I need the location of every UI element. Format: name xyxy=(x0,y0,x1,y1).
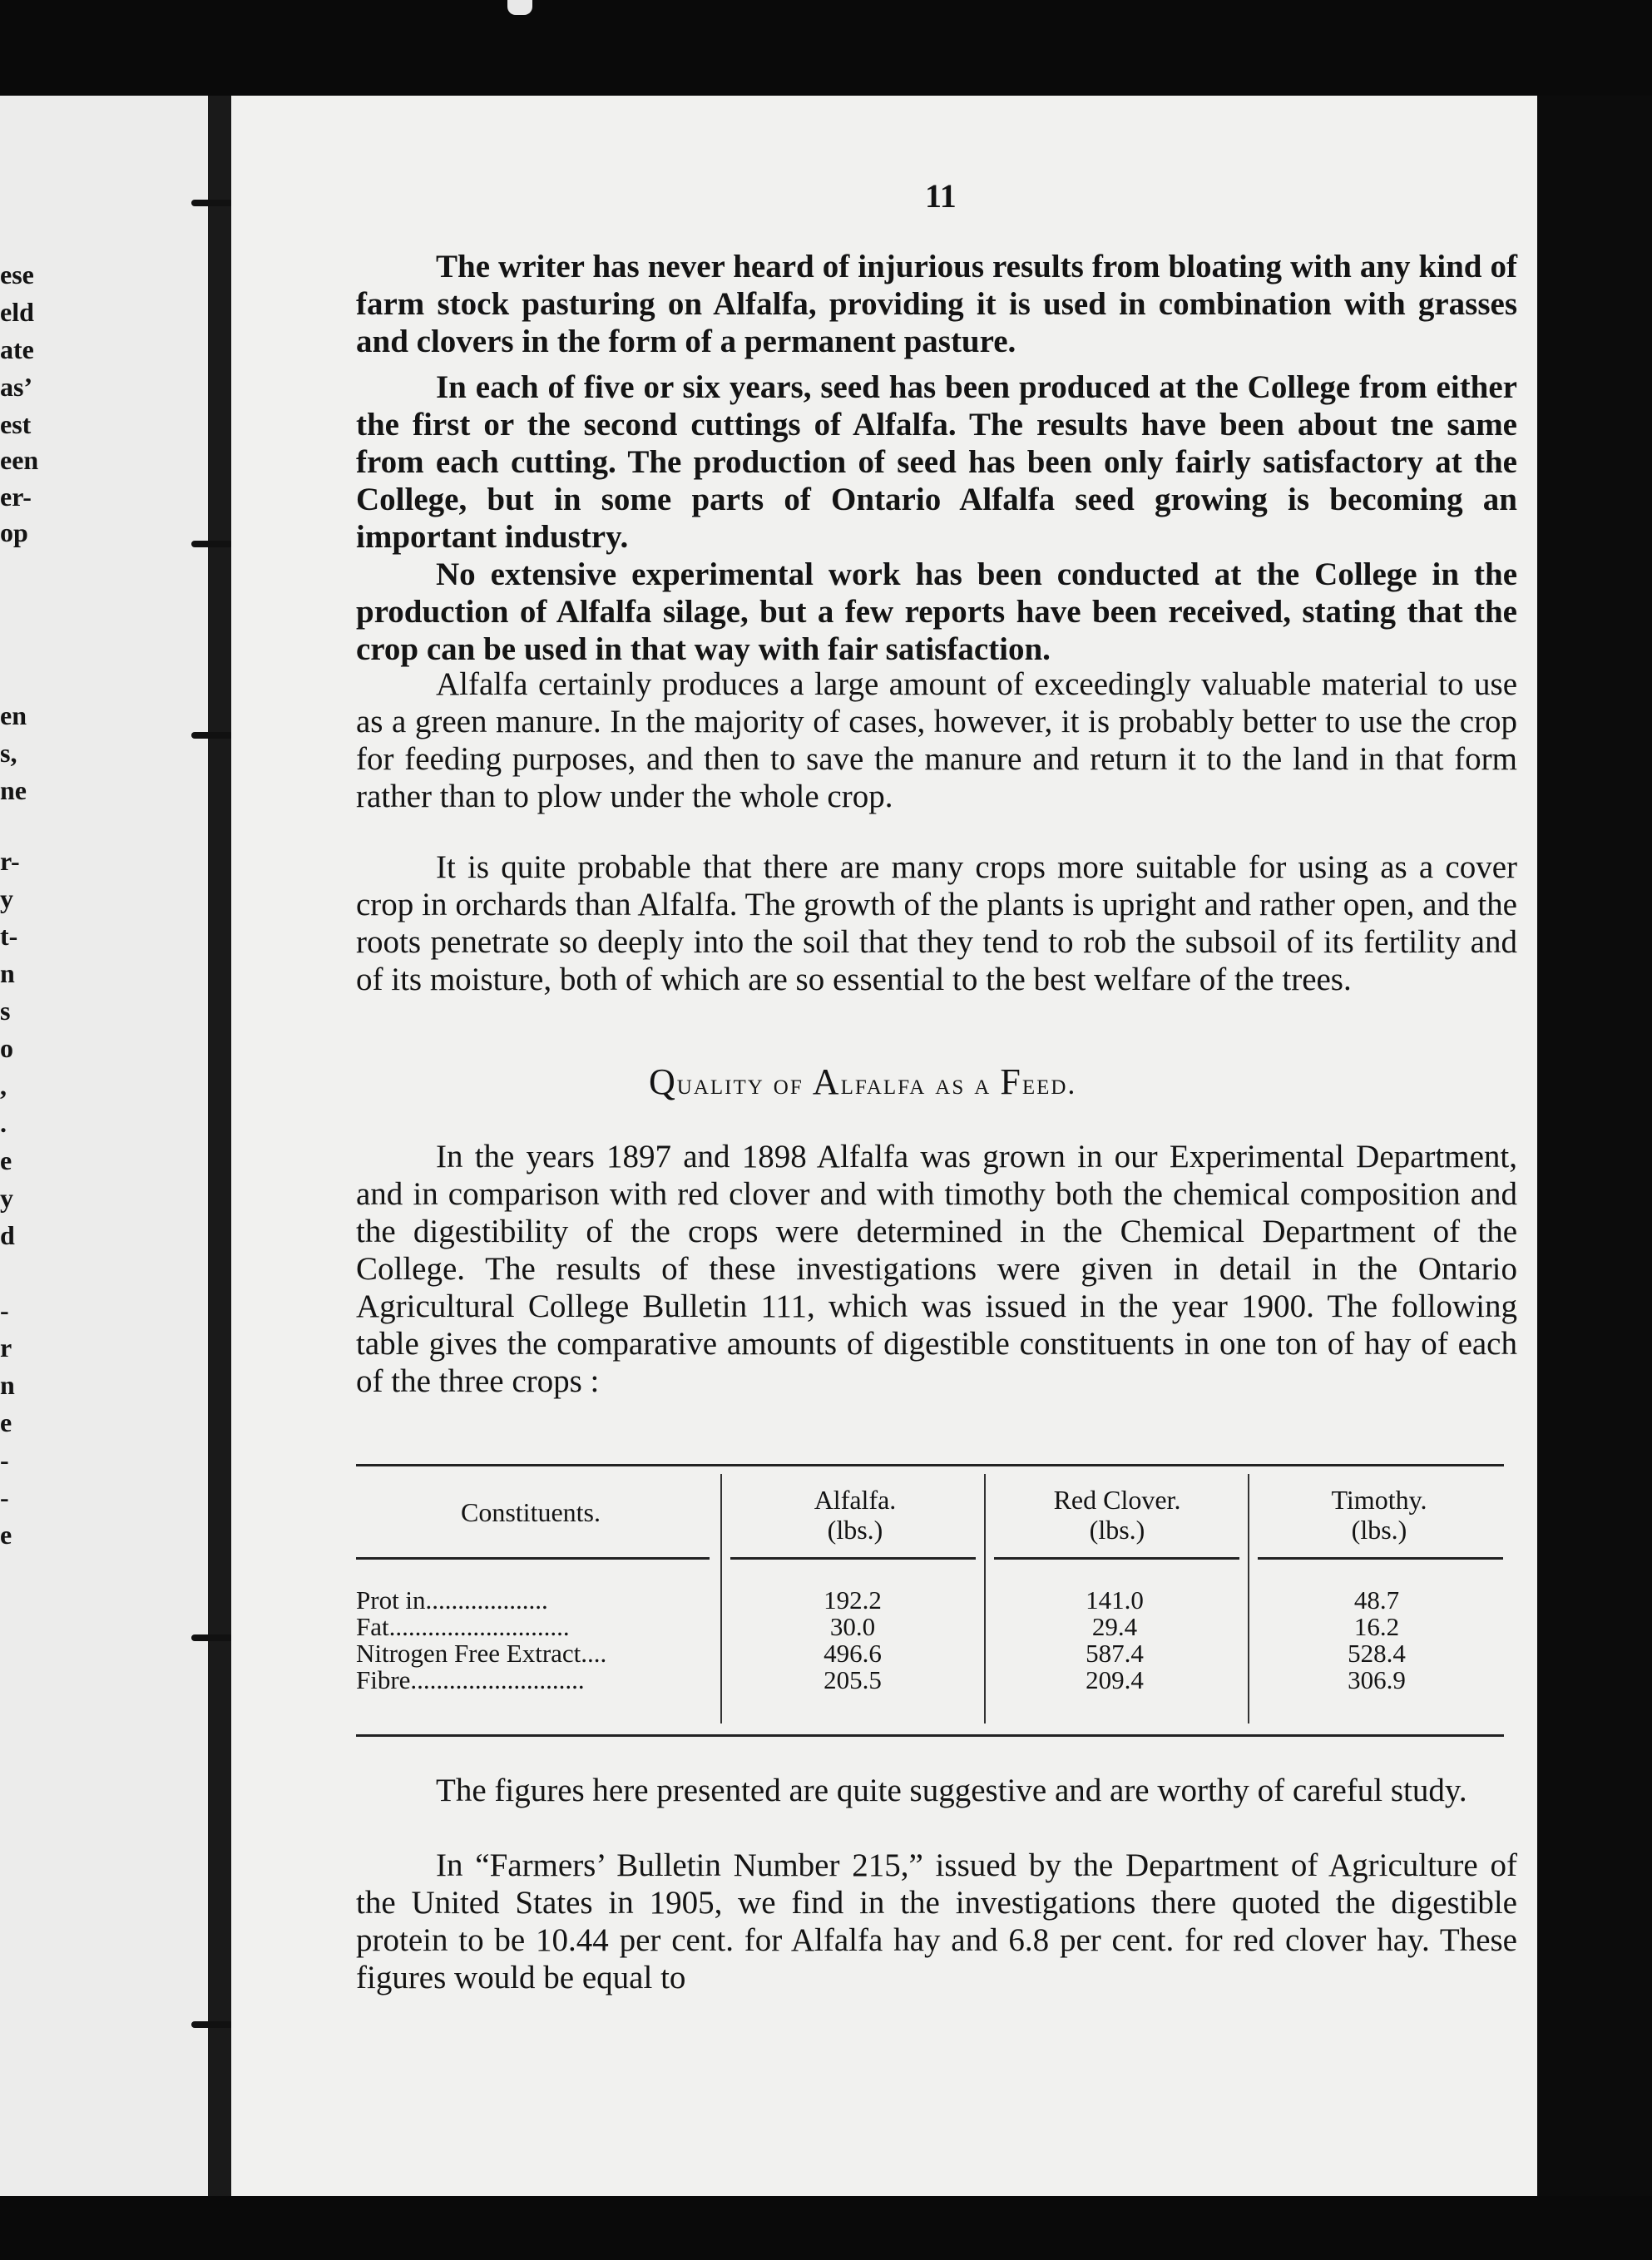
table-cell-red-clover: 141.0 xyxy=(1086,1585,1144,1615)
left-page-fragment: s xyxy=(0,996,11,1026)
left-page-fragment: s, xyxy=(0,738,17,768)
left-page-fragment: en xyxy=(0,700,27,730)
column-header-alfalfa xyxy=(743,1485,967,1545)
paragraph-silage: No extensive experimental work has been conducted at the College in the production of Alfalfa silage, but a few reports have been received, stating that the crop can be used in that way with fair satisfaction. xyxy=(356,556,1517,667)
left-page-fragment: ate xyxy=(0,334,34,364)
table-row-label: Fat............................ xyxy=(356,1612,570,1641)
heading-text: eed. xyxy=(1021,1067,1077,1100)
binding-thread-mark xyxy=(191,732,233,739)
table-cell-alfalfa: 192.2 xyxy=(824,1585,882,1615)
paragraph-figures-suggestive: The figures here presented are quite suggestive and are worthy of careful study. xyxy=(436,1773,1467,1808)
column-header-constituents: Constituents. xyxy=(460,1497,601,1527)
left-page-fragment: as’ xyxy=(0,372,33,402)
left-page-fragment: eld xyxy=(0,297,34,327)
column-header-label: Timothy. xyxy=(1331,1485,1427,1515)
header-rule xyxy=(730,1557,976,1560)
scan-right-border xyxy=(1537,96,1652,2196)
left-page-fragment: - xyxy=(0,1295,9,1325)
left-page-fragment: o xyxy=(0,1033,13,1063)
table-cell-timothy: 48.7 xyxy=(1353,1585,1400,1615)
left-page-fragment: - xyxy=(0,1445,9,1475)
left-page-fragment: op xyxy=(0,517,28,547)
left-page-fragment: , xyxy=(0,1071,7,1100)
left-page-fragment: y xyxy=(0,883,13,913)
page-number: 11 xyxy=(925,177,957,215)
left-page-fragment: er- xyxy=(0,482,32,512)
heading-initial: F xyxy=(1000,1061,1022,1102)
column-header-unit: (lbs.) xyxy=(1351,1515,1407,1545)
left-page-fragment: . xyxy=(0,1108,7,1138)
binding-thread-mark xyxy=(191,1634,233,1641)
column-separator xyxy=(720,1474,722,1723)
table-cell-alfalfa: 30.0 xyxy=(829,1612,876,1641)
paragraph-experimental-intro: In the years 1897 and 1898 Alfalfa was grown in our Experimental Department, and in comparison with red clover and with timothy both the chemical composition and the digestibility of the crops were determined in the Chemical Department of the College. The results of these investigations were given in detail in the Ontario Agricultural College Bulletin 111, which was issued in the year 1900. The following table gives the comparative amounts of digestible constituents in one ton of hay of each of the three crops : xyxy=(356,1139,1517,1399)
heading-text: lfalfa as a xyxy=(840,1067,1001,1100)
left-page-fragment: n xyxy=(0,958,15,988)
digestible-constituents-table xyxy=(356,1464,1504,1738)
table-cell-alfalfa: 205.5 xyxy=(824,1665,882,1694)
paragraph-cover-crop: It is quite probable that there are many crops more suitable for using as a cover crop in orchards than Alfalfa. The growth of the plants is upright and rather open, and the roots penetrate so deeply into the soil that they tend to rob the subsoil of its fertility and of its moisture, both of which are so essential to the best welfare of the trees. xyxy=(356,849,1517,997)
left-page-fragment: d xyxy=(0,1220,15,1250)
table-bottom-rule xyxy=(356,1734,1504,1737)
table-cell-red-clover: 29.4 xyxy=(1091,1612,1138,1641)
left-page-fragment: e xyxy=(0,1407,12,1437)
left-page-fragment: e xyxy=(0,1520,12,1550)
column-header-unit: (lbs.) xyxy=(1089,1515,1145,1545)
column-separator xyxy=(1248,1474,1249,1723)
table-row-label: Fibre........................... xyxy=(356,1665,585,1694)
table-cell-red-clover: 209.4 xyxy=(1086,1665,1144,1694)
header-rule xyxy=(1258,1557,1503,1560)
left-page-fragment: r- xyxy=(0,846,20,876)
left-page-fragment: est xyxy=(0,409,32,439)
left-page-fragment: y xyxy=(0,1183,13,1213)
section-heading xyxy=(649,1061,1076,1103)
heading-text: uality of xyxy=(676,1067,813,1100)
column-header-unit: (lbs.) xyxy=(827,1515,883,1545)
binding-thread-mark xyxy=(191,200,233,206)
scan-top-border xyxy=(0,0,1652,96)
scan-bottom-border xyxy=(0,2196,1652,2260)
column-header-label: Alfalfa. xyxy=(814,1485,897,1515)
table-row-label: Nitrogen Free Extract.... xyxy=(356,1639,607,1668)
left-page-fragment: ne xyxy=(0,775,27,805)
paragraph-farmers-bulletin: In “Farmers’ Bulletin Number 215,” issued by the Department of Agriculture of the United States in 1905, we find in the investigations there quoted the digestible protein to be 10.44 per cent. for Alfalfa hay and 6.8 per cent. for red clover hay. These figures would be equal to xyxy=(356,1847,1517,1995)
table-cell-timothy: 528.4 xyxy=(1348,1639,1406,1668)
table-cell-timothy: 16.2 xyxy=(1353,1612,1400,1641)
left-page-fragment: t- xyxy=(0,921,18,951)
paragraph-green-manure: Alfalfa certainly produces a large amount of exceedingly valuable material to use as a green manure. In the majority of cases, however, it is probably better to use the crop for feeding purposes, and then to save the manure and return it to the land in that form rather than to plow under the whole crop. xyxy=(356,666,1517,814)
book-binding xyxy=(208,96,231,2196)
left-page-fragment: e xyxy=(0,1145,12,1175)
left-page-fragment: r xyxy=(0,1333,12,1362)
binding-thread-mark xyxy=(191,541,233,547)
header-rule xyxy=(994,1557,1239,1560)
column-header-timothy xyxy=(1267,1485,1491,1545)
left-page-fragment: n xyxy=(0,1370,15,1400)
heading-initial: Q xyxy=(649,1061,677,1102)
table-cell-alfalfa: 496.6 xyxy=(824,1639,882,1668)
scan-mark xyxy=(507,0,532,15)
facing-page-edge xyxy=(0,96,218,2196)
left-page-fragment: ese xyxy=(0,260,34,289)
header-rule xyxy=(356,1557,710,1560)
left-page-fragment: - xyxy=(0,1482,9,1512)
binding-thread-mark xyxy=(191,2021,233,2028)
table-row-label: Prot in................... xyxy=(356,1585,548,1615)
table-top-rule xyxy=(356,1464,1504,1466)
left-page-fragment: een xyxy=(0,445,39,475)
table-cell-timothy: 306.9 xyxy=(1348,1665,1406,1694)
column-header-red-clover xyxy=(1005,1485,1229,1545)
paragraph-seed-production: In each of five or six years, seed has been produced at the College from either the first or the second cuttings of Alfalfa. The results have been about tne same from each cutting. The production of seed has been only fairly satisfactory at the College, but in some parts of Ontario Alfalfa seed growing is becoming an important industry. xyxy=(356,369,1517,555)
paragraph-bloating: The writer has never heard of injurious results from bloating with any kind of farm stock pasturing on Alfalfa, providing it is used in combination with grasses and clovers in the form of a permanent pasture. xyxy=(356,249,1517,359)
column-header-label: Red Clover. xyxy=(1053,1485,1181,1515)
table-cell-red-clover: 587.4 xyxy=(1086,1639,1144,1668)
column-separator xyxy=(984,1474,986,1723)
heading-initial: A xyxy=(812,1061,841,1102)
